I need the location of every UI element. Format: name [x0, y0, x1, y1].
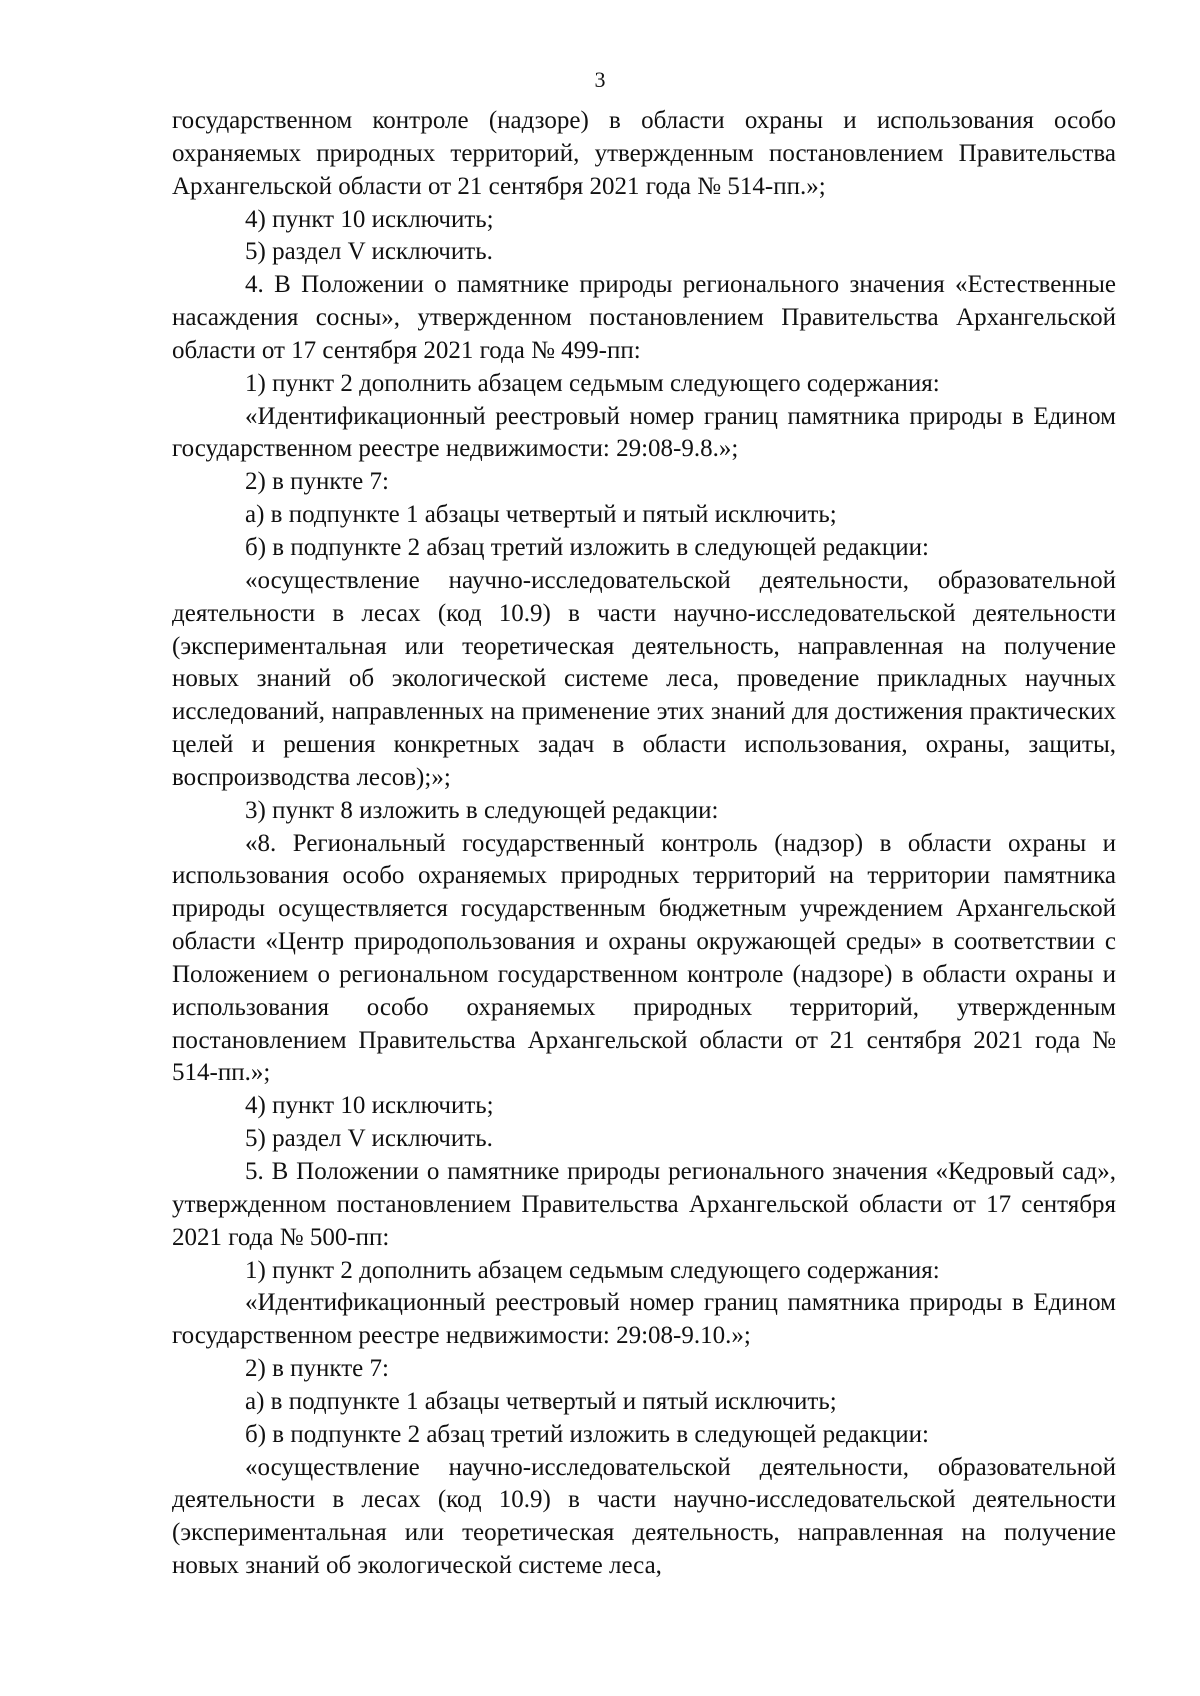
paragraph: «осуществление научно-исследовательской деятельности, образовательной деятельности в лесах (код 10.9) в части научно-исследовательской деятельности (экспериментальная или теоретическая деятельность, направленная на получение новых знаний об экологической системе леса, проведение прикладных научных исследований, направленных на применение этих знаний для достижения практических целей и решения конкретных задач в области использования, охраны, защиты, воспроизводства лесов);»;: [172, 566, 1116, 791]
paragraph: 1) пункт 2 дополнить абзацем седьмым следующего содержания:: [245, 1256, 940, 1284]
paragraph: б) в подпункте 2 абзац третий изложить в следующей редакции:: [245, 533, 929, 561]
paragraph: 5) раздел V исключить.: [245, 1125, 493, 1153]
paragraph: б) в подпункте 2 абзац третий изложить в следующей редакции:: [245, 1420, 929, 1448]
paragraph: 2) в пункте 7:: [245, 1355, 389, 1383]
paragraph: 4. В Положении о памятнике природы регионального значения «Естественные насаждения сосны», утвержденном постановлением Правительства Архангельской области от 17 сентября 2021 года № 499-пп:: [172, 271, 1116, 364]
paragraph: «Идентификационный реестровый номер границ памятника природы в Едином государственном реестре недвижимости: 29:08-9.8.»;: [172, 402, 1116, 463]
document-body: [172, 105, 1116, 1583]
paragraph: 5. В Положении о памятнике природы регионального значения «Кедровый сад», утвержденном постановлением Правительства Архангельской области от 17 сентября 2021 года № 500-пп:: [172, 1158, 1116, 1251]
paragraph: а) в подпункте 1 абзацы четвертый и пятый исключить;: [245, 501, 837, 529]
paragraph: 5) раздел V исключить.: [245, 238, 493, 266]
paragraph: 2) в пункте 7:: [245, 468, 389, 496]
paragraph: государственном контроле (надзоре) в области охраны и использования особо охраняемых природных территорий, утвержденным постановлением Правительства Архангельской области от 21 сентября 2021 года № 514-пп.»;: [172, 107, 1116, 200]
paragraph: 4) пункт 10 исключить;: [245, 205, 494, 233]
paragraph: 4) пункт 10 исключить;: [245, 1092, 494, 1120]
page-number: 3: [594, 67, 606, 92]
paragraph: 1) пункт 2 дополнить абзацем седьмым следующего содержания:: [245, 369, 940, 397]
paragraph: «8. Региональный государственный контроль (надзор) в области охраны и использования особо охраняемых природных территорий на территории памятника природы осуществляется государственным бюджетным учреждением Архангельской области «Центр природопользования и охраны окружающей среды» в соответствии с Положением о региональном государственном контроле (надзоре) в области охраны и использования особо охраняемых природных территорий, утвержденным постановлением Правительства Архангельской области от 21 сентября 2021 года № 514-пп.»;: [172, 829, 1116, 1087]
paragraph: «Идентификационный реестровый номер границ памятника природы в Едином государственном реестре недвижимости: 29:08-9.10.»;: [172, 1289, 1116, 1350]
paragraph: «осуществление научно-исследовательской деятельности, образовательной деятельности в лесах (код 10.9) в части научно-исследовательской деятельности (экспериментальная или теоретическая деятельность, направленная на получение новых знаний об экологической системе леса,: [172, 1453, 1116, 1580]
paragraph: 3) пункт 8 изложить в следующей редакции:: [245, 796, 719, 824]
paragraph: а) в подпункте 1 абзацы четвертый и пятый исключить;: [245, 1387, 837, 1415]
